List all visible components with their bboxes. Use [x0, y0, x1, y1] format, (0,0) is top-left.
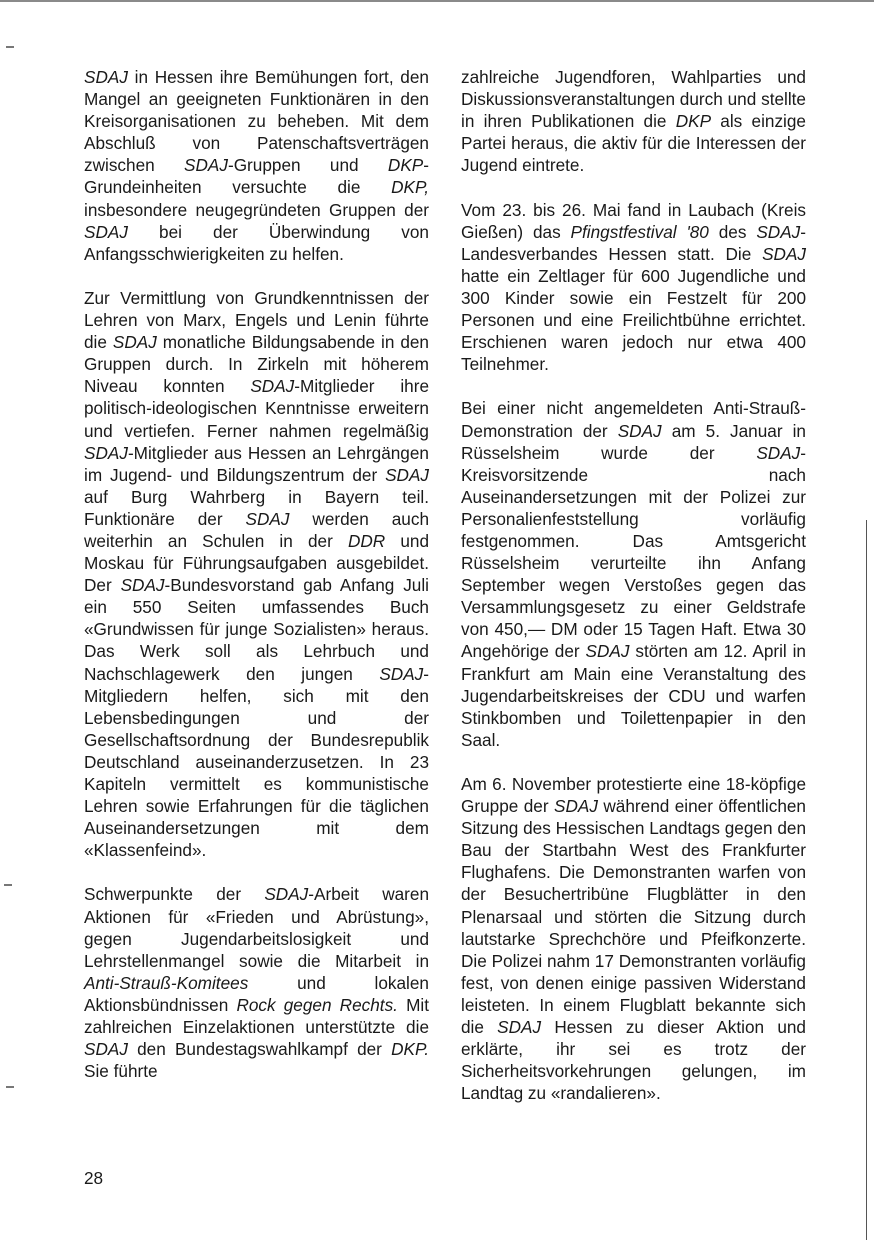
- paragraph: Schwerpunkte der SDAJ-Arbeit waren Aktionen für «Frieden und Abrüstung», gegen Jugendarbeitslosigkeit und Lehrstellenmangel sowie die Mitarbeit in Anti-Strauß-Komitees und lokalen Aktionsbündnissen Rock gegen Rechts. Mit zahlreichen Einzelaktionen unterstützte die SDAJ den Bundestagswahlkampf der DKP. Sie führte: [84, 884, 430, 1082]
- scan-top-edge: [0, 0, 874, 2]
- paragraph: Am 6. November protestierte eine 18-köpfige Gruppe der SDAJ während einer öffentlichen Sitzung des Hessischen Landtags gegen den Bau der Startbahn West des Frankfurter Flughafens. Die Demonstranten warfen von der Besuchertribüne Flugblätter in den Plenarsaal und störten die Sitzung durch lautstarke Sprechchöre und Pfeifkonzerte. Die Polizei nahm 17 Demonstranten vorläufig fest, von denen einige passiven Widerstand leisteten. In einem Flugblatt bekannte sich die SDAJ Hessen zu dieser Aktion und erklärte, ihr sei es trotz der Sicherheitsvorkehrungen gelungen, im Landtag zu «randalieren».: [461, 774, 806, 1104]
- left-column: [84, 66, 429, 1082]
- paragraph: zahlreiche Jugendforen, Wahlparties und Diskussionsveranstaltungen durch und stellte in ihren Publikationen die DKP als einzige Partei heraus, die aktiv für die Interessen der Jugend eintrete.: [461, 67, 806, 176]
- scan-mark: [4, 884, 12, 886]
- scan-right-edge: [866, 520, 867, 1240]
- scan-mark: [6, 46, 14, 48]
- paragraph: Vom 23. bis 26. Mai fand in Laubach (Kreis Gießen) das Pfingstfestival '80 des SDAJ-Landesverbandes Hessen statt. Die SDAJ hatte ein Zeltlager für 600 Jugendliche und 300 Kinder sowie ein Festzelt für 200 Personen und eine Freilichtbühne errichtet. Erschienen waren jedoch nur etwa 400 Teilnehmer.: [461, 199, 806, 375]
- paragraph: SDAJ in Hessen ihre Bemühungen fort, den Mangel an geeigneten Funktionären in den Kreisorganisationen zu beheben. Mit dem Abschluß von Patenschaftsverträgen zwischen SDAJ-Gruppen und DKP-Grundeinheiten versuchte die DKP, insbesondere neugegründeten Gruppen der SDAJ bei der Überwindung von Anfangsschwierigkeiten zu helfen.: [84, 67, 429, 264]
- paragraph: Bei einer nicht angemeldeten Anti-Strauß-Demonstration der SDAJ am 5. Januar in Rüsselsheim wurde der SDAJ-Kreisvorsitzende nach Auseinandersetzungen mit der Polizei zur Personalienfeststellung vorläufig festgenommen. Das Amtsgericht Rüsselsheim verurteilte ihn Anfang September wegen Verstoßes gegen das Versammlungsgesetz zu einer Geldstrafe von 450,— DM oder 15 Tagen Haft. Etwa 30 Angehörige der SDAJ störten am 12. April in Frankfurt am Main eine Veranstaltung des Jugendarbeitskreises der CDU und warfen Stinkbomben und Toilettenpapier in den Saal.: [461, 398, 806, 750]
- right-column: [461, 66, 806, 1104]
- paragraph: Zur Vermittlung von Grundkenntnissen der Lehren von Marx, Engels und Lenin führte die SDAJ monatliche Bildungsabende in den Gruppen durch. In Zirkeln mit höherem Niveau konnten SDAJ-Mitglieder ihre politisch-ideologischen Kenntnisse erweitern und vertiefen. Ferner nahmen regelmäßig SDAJ-Mitglieder aus Hessen an Lehrgängen im Jugend- und Bildungszentrum der SDAJ auf Burg Wahrberg in Bayern teil. Funktionäre der SDAJ werden auch weiterhin an Schulen in der DDR und Moskau für Führungsaufgaben ausgebildet. Der SDAJ-Bundesvorstand gab Anfang Juli ein 550 Seiten umfassendes Buch «Grundwissen für junge Sozialisten» heraus. Das Werk soll als Lehrbuch und Nachschlagewerk den jungen SDAJ-Mitgliedern helfen, sich mit den Lebensbedingungen und der Gesellschaftsordnung der Bundesrepublik Deutschland auseinanderzusetzen. In 23 Kapiteln vermittelt es kommunistische Lehren sowie Erfahrungen für die täglichen Auseinandersetzungen mit dem «Klassenfeind».: [84, 287, 430, 861]
- page-number: 28: [84, 1168, 104, 1188]
- scan-mark: [6, 1086, 14, 1088]
